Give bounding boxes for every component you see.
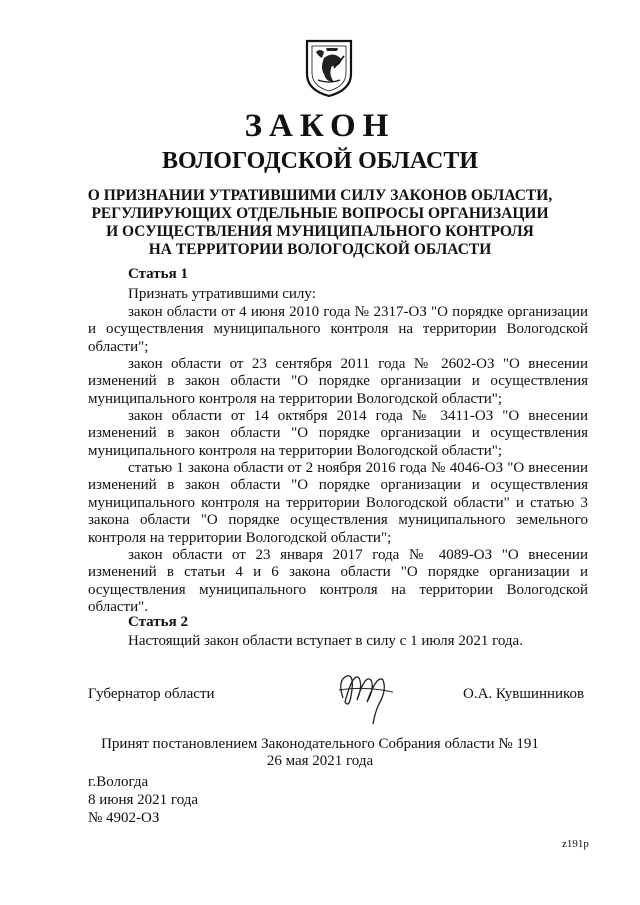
document-title: ЗАКОН — [244, 108, 396, 144]
subtitle-line: И ОСУЩЕСТВЛЕНИЯ МУНИЦИПАЛЬНОГО КОНТРОЛЯ — [106, 223, 534, 240]
document-code: z191p — [562, 838, 589, 850]
place-of-signing: г.Вологда — [88, 774, 149, 790]
signing-date: 8 июня 2021 года — [88, 792, 199, 808]
article-1-item: закон области от 4 июня 2010 года № 2317-ОЗ "О порядке организации и осуществления муниципального контроля на территории Вологодской области"; — [88, 304, 588, 355]
article-1-item: статью 1 закона области от 2 ноября 2016 года № 4046-ОЗ "О внесении изменений в закон области "О порядке организации и осуществления муниципального контроля на территории Вологодской области" и статью 3 закона области "О порядке осуществления муниципального земельного контроля на территории Вологодской области"; — [88, 460, 588, 546]
article-1-item: закон области от 14 октября 2014 года № 3411-ОЗ "О внесении изменений в закон области "О порядке организации и осуществления муниципального контроля на территории Вологодской области"; — [88, 408, 588, 459]
signatory-position: Губернатор области — [88, 686, 215, 702]
adoption-line-1: Принят постановлением Законодательного Собрания области № 191 — [101, 736, 539, 752]
article-2-text: Настоящий закон области вступает в силу с 1 июля 2021 года. — [128, 633, 523, 649]
article-1-item: закон области от 23 сентября 2011 года № 2602-ОЗ "О внесении изменений в закон области "О порядке организации и осуществления муниципального контроля на территории Вологодской области"; — [88, 356, 588, 407]
article-1-intro: Признать утратившими силу: — [128, 286, 316, 302]
subtitle-line: РЕГУЛИРУЮЩИХ ОТДЕЛЬНЫЕ ВОПРОСЫ ОРГАНИЗАЦИИ — [91, 205, 549, 222]
law-subtitle — [60, 187, 580, 259]
region-title: ВОЛОГОДСКОЙ ОБЛАСТИ — [161, 148, 479, 174]
article-2-heading: Статья 2 — [128, 614, 188, 630]
article-1-item: закон области от 23 января 2017 года № 4089-ОЗ "О внесении изменений в статьи 4 и 6 закона области "О порядке организации и осуществления муниципального контроля на территории Вологодской области". — [88, 547, 588, 616]
law-number: № 4902-ОЗ — [88, 810, 160, 826]
subtitle-line: О ПРИЗНАНИИ УТРАТИВШИМИ СИЛУ ЗАКОНОВ ОБЛАСТИ, — [87, 187, 553, 204]
subtitle-line: НА ТЕРРИТОРИИ ВОЛОГОДСКОЙ ОБЛАСТИ — [148, 241, 492, 258]
adoption-line-2: 26 мая 2021 года — [266, 753, 374, 769]
handwritten-signature — [335, 668, 397, 726]
signatory-name: О.А. Кувшинников — [463, 686, 585, 702]
coat-of-arms-icon — [304, 38, 354, 98]
article-1-heading: Статья 1 — [128, 266, 188, 282]
